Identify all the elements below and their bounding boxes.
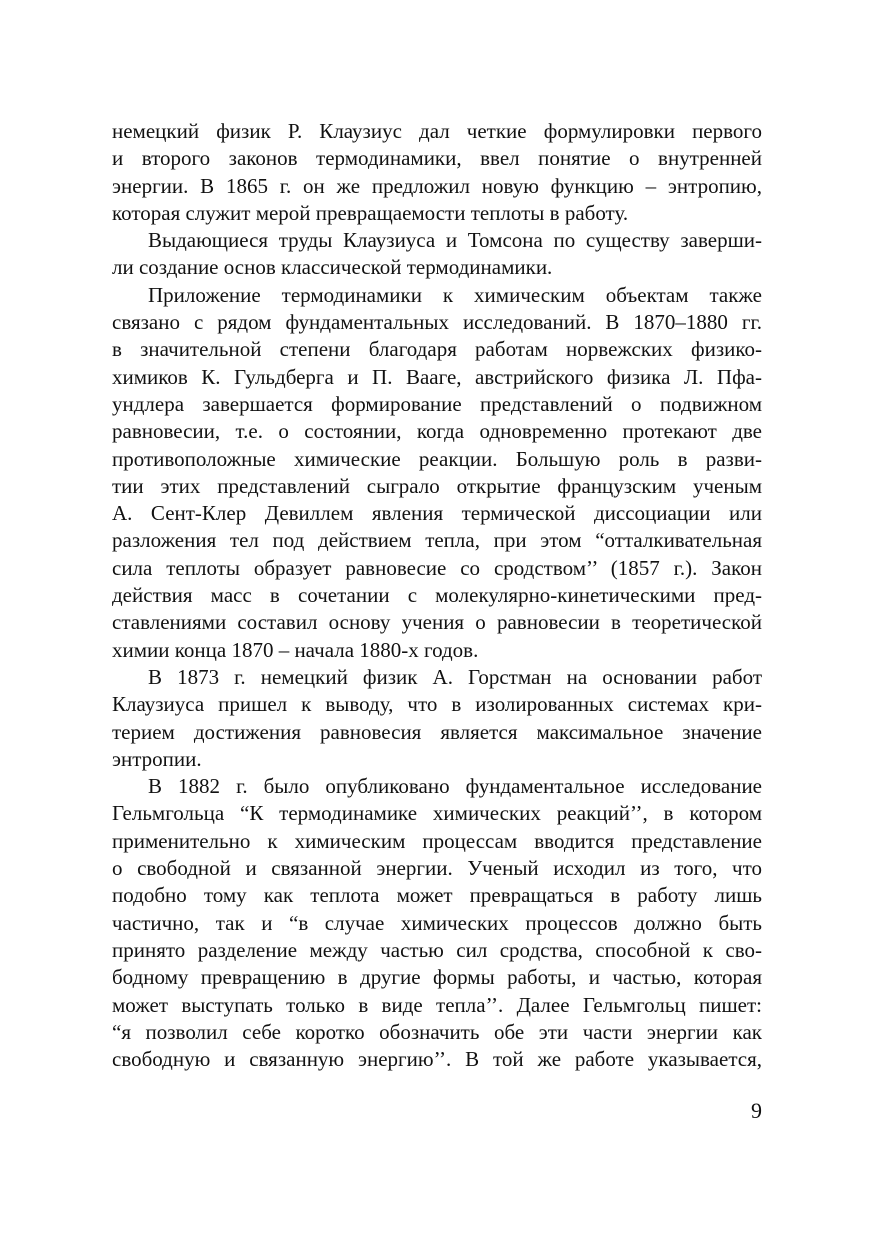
text-line: Выдающиеся труды Клаузиуса и Томсона по существу заверши-	[148, 228, 762, 253]
text-line: бодному превращению в другие формы работы, и частью, которая	[112, 965, 762, 990]
text-line: свободную и связанную энергию’’. В той же работе указывается,	[112, 1047, 762, 1072]
text-line: и второго законов термодинамики, ввел понятие о внутренней	[112, 146, 762, 171]
page-number: 9	[751, 1098, 762, 1123]
text-line: которая служит мерой превращаемости теплоты в работу.	[112, 200, 629, 225]
text-line: принято разделение между частью сил сродства, способной к сво-	[112, 937, 762, 962]
text-line: Клаузиуса пришел к выводу, что в изолированных системах кри-	[112, 692, 762, 717]
text-line: немецкий физик Р. Клаузиус дал четкие формулировки первого	[112, 119, 762, 143]
body-text	[112, 118, 762, 1073]
text-line: ли создание основ классической термодинамики.	[112, 255, 553, 280]
text-line: равновесии, т.е. о состоянии, когда одновременно протекают две	[112, 419, 762, 444]
text-line: Приложение термодинамики к химическим объектам также	[148, 282, 762, 307]
text-line: может выступать только в виде тепла’’. Далее Гельмгольц пишет:	[112, 992, 762, 1017]
text-line: о свободной и связанной энергии. Ученый исходил из того, что	[112, 856, 762, 881]
text-line: В 1882 г. было опубликовано фундаментальное исследование	[148, 774, 762, 799]
text-line: тии этих представлений сыграло открытие французским ученым	[112, 473, 762, 498]
text-line: применительно к химическим процессам вводится представление	[112, 828, 762, 853]
text-line: терием достижения равновесия является максимальное значение	[112, 719, 762, 744]
text-line: частично, так и “в случае химических процессов должно быть	[112, 910, 762, 935]
text-line: связано с рядом фундаментальных исследований. В 1870–1880 гг.	[112, 310, 762, 335]
text-line: энтропии.	[112, 746, 202, 771]
text-line: химиков К. Гульдберга и П. Вааге, австрийского физика Л. Пфа-	[112, 364, 762, 389]
text-line: А. Сент-Клер Девиллем явления термической диссоциации или	[112, 501, 762, 526]
text-line: ставлениями составил основу учения о равновесии в теоретической	[112, 610, 762, 635]
text-line: ундлера завершается формирование представлений о подвижном	[112, 391, 762, 416]
text-line: “я позволил себе коротко обозначить обе эти части энергии как	[112, 1019, 762, 1044]
text-line: действия масс в сочетании с молекулярно-кинетическими пред-	[112, 583, 762, 608]
text-line: подобно тому как теплота может превращаться в работу лишь	[112, 883, 762, 908]
text-line: в значительной степени благодаря работам норвежских физико-	[112, 337, 762, 362]
text-line: энергии. В 1865 г. он же предложил новую функцию – энтропию,	[112, 173, 762, 198]
text-line: сила теплоты образует равновесие со сродством’’ (1857 г.). Закон	[112, 555, 762, 580]
text-line: Гельмгольца “К термодинамике химических реакций’’, в котором	[112, 801, 762, 826]
text-line: разложения тел под действием тепла, при этом “отталкивательная	[112, 528, 762, 553]
text-line: противоположные химические реакции. Большую роль в разви-	[112, 446, 762, 471]
text-line: химии конца 1870 – начала 1880-х годов.	[112, 637, 479, 662]
text-line: В 1873 г. немецкий физик А. Горстман на основании работ	[148, 664, 762, 689]
